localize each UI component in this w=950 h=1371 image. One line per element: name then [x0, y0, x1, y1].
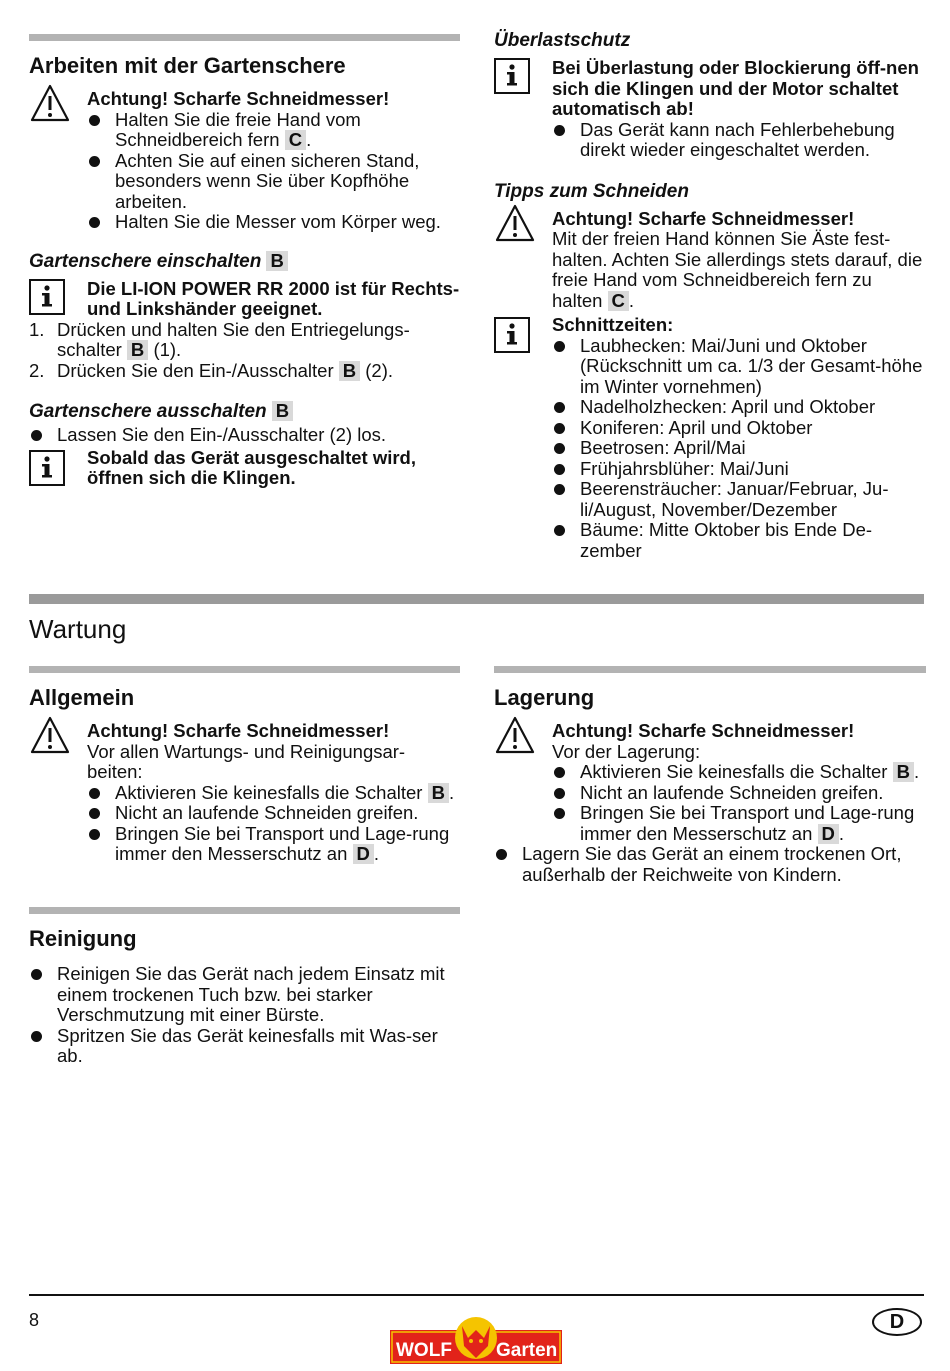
overload-list	[552, 120, 926, 161]
warning-block	[29, 721, 460, 865]
warning-triangle-icon	[29, 83, 71, 128]
list-item: Aktivieren Sie keinesfalls die Schalter B .	[87, 783, 460, 804]
info-icon	[494, 58, 530, 94]
info-block	[29, 279, 460, 320]
figure-ref: B	[272, 401, 293, 421]
subsection-title: Gartenschere einschalten	[29, 250, 262, 272]
cleaning-list	[29, 964, 460, 1067]
list-item: Aktivieren Sie keinesfalls die Schalter B .	[552, 762, 926, 783]
warning-triangle-icon	[494, 203, 536, 248]
subsection-title: Überlastschutz	[494, 30, 631, 51]
page-number: 8	[29, 1310, 40, 1330]
list-item: Koniferen: April und Oktober	[552, 418, 926, 439]
page-section-title: Wartung	[29, 614, 127, 644]
figure-ref: D	[353, 844, 374, 864]
info-block	[29, 448, 460, 489]
list-item: Bäume: Mitte Oktober bis Ende De-zember	[552, 520, 926, 561]
off-list	[29, 425, 460, 446]
subsection-heading	[29, 251, 460, 273]
list-item: Bringen Sie bei Transport und Lage-rung immer den Messerschutz an D .	[552, 803, 926, 844]
storage-list	[552, 762, 926, 844]
subsection-title: Gartenschere ausschalten	[29, 401, 267, 422]
section-rule	[494, 666, 926, 673]
figure-ref: D	[818, 824, 839, 844]
info-text: Die LI-ION POWER RR 2000 ist für Rechts- und Linkshänder geeignet.	[87, 277, 460, 319]
warning-intro: Vor der Lagerung:	[552, 740, 701, 762]
list-item: Reinigen Sie das Gerät nach jedem Einsatz mit einem trockenen Tuch bzw. bei starker Verschmutzung mit einer Bürste.	[29, 964, 460, 1026]
warning-title: Achtung! Scharfe Schneidmesser!	[87, 88, 390, 109]
figure-ref: C	[608, 291, 629, 311]
footer-rule	[29, 1294, 924, 1296]
info-text: Sobald das Gerät ausgeschaltet wird, öffnen sich die Klingen.	[87, 446, 416, 488]
section-rule	[29, 594, 924, 604]
country-badge: D	[872, 1308, 922, 1336]
figure-ref: B	[127, 340, 148, 360]
list-item: 1. Drücken und halten Sie den Entriegelungs-schalter B (1).	[29, 318, 410, 360]
figure-ref: B	[339, 361, 360, 381]
info-title: Schnittzeiten:	[552, 314, 674, 335]
section-title: Allgemein	[29, 685, 135, 710]
info-text: Bei Überlastung oder Blockierung öff-nen sich die Klingen und der Motor schaltet automatisch ab!	[552, 57, 919, 119]
list-item: Beetrosen: April/Mai	[552, 438, 926, 459]
section-rule	[29, 666, 460, 673]
figure-ref: C	[285, 130, 306, 150]
list-item: Lassen Sie den Ein-/Ausschalter (2) los.	[29, 425, 460, 446]
warning-list	[87, 110, 460, 233]
section-title: Lagerung	[494, 685, 595, 710]
list-item: Laubhecken: Mai/Juni und Oktober (Rückschnitt um ca. 1/3 der Gesamt-höhe im Winter vornehmen)	[552, 336, 926, 398]
subsection-title: Tipps zum Schneiden	[494, 180, 689, 202]
warning-text: Mit der freien Hand können Sie Äste fest-halten. Achten Sie allerdings stets darauf, die freie Hand vom Schneidbereich fern zu halten C .	[552, 228, 923, 311]
list-item: Nicht an laufende Schneiden greifen.	[87, 803, 460, 824]
info-block	[494, 315, 926, 561]
info-block	[494, 58, 926, 161]
info-icon	[29, 450, 65, 486]
list-item: Frühjahrsblüher: Mai/Juni	[552, 459, 926, 480]
warning-block	[494, 209, 926, 312]
warning-title: Achtung! Scharfe Schneidmesser!	[552, 207, 855, 229]
list-item: 2. Drücken Sie den Ein-/Ausschalter B (2).	[29, 359, 394, 381]
warning-block	[494, 721, 926, 844]
warning-title: Achtung! Scharfe Schneidmesser!	[87, 720, 390, 741]
subsection-heading	[29, 401, 460, 423]
svg-text:WOLF: WOLF	[396, 1340, 452, 1361]
figure-ref: B	[428, 783, 449, 803]
list-item: Halten Sie die freie Hand vom Schneidbereich fern C .	[87, 110, 460, 151]
steps-list	[29, 320, 460, 382]
list-item: Nadelholzhecken: April und Oktober	[552, 397, 926, 418]
warning-intro: Vor allen Wartungs- und Reinigungsar-beiten:	[87, 740, 406, 782]
warning-triangle-icon	[494, 715, 536, 760]
section-rule	[29, 34, 460, 41]
figure-ref: B	[266, 251, 287, 271]
list-item: Spritzen Sie das Gerät keinesfalls mit Was-ser ab.	[29, 1026, 460, 1067]
general-list	[87, 783, 460, 865]
list-item: Beerensträucher: Januar/Februar, Ju-li/August, November/Dezember	[552, 479, 926, 520]
warning-triangle-icon	[29, 715, 71, 760]
svg-text:Garten: Garten	[496, 1340, 558, 1361]
warning-block	[29, 89, 460, 233]
section-title: Arbeiten mit der Gartenschere	[29, 53, 346, 78]
wolf-garten-logo	[390, 1316, 562, 1366]
section-rule	[29, 907, 460, 914]
section-title: Reinigung	[29, 926, 137, 951]
storage-extra-list	[494, 844, 926, 885]
list-item: Achten Sie auf einen sicheren Stand, besonders wenn Sie über Kopfhöhe arbeiten.	[87, 151, 460, 213]
list-item: Bringen Sie bei Transport und Lage-rung immer den Messerschutz an D .	[87, 824, 460, 865]
warning-title: Achtung! Scharfe Schneidmesser!	[552, 720, 855, 741]
list-item: Das Gerät kann nach Fehlerbehebung direkt wieder eingeschaltet werden.	[552, 120, 926, 161]
list-item: Nicht an laufende Schneiden greifen.	[552, 783, 926, 804]
list-item: Halten Sie die Messer vom Körper weg.	[87, 212, 460, 233]
figure-ref: B	[893, 762, 914, 782]
info-icon	[494, 317, 530, 353]
cut-times-list	[552, 336, 926, 562]
list-item: Lagern Sie das Gerät an einem trockenen Ort, außerhalb der Reichweite von Kindern.	[494, 844, 926, 885]
info-icon	[29, 279, 65, 315]
